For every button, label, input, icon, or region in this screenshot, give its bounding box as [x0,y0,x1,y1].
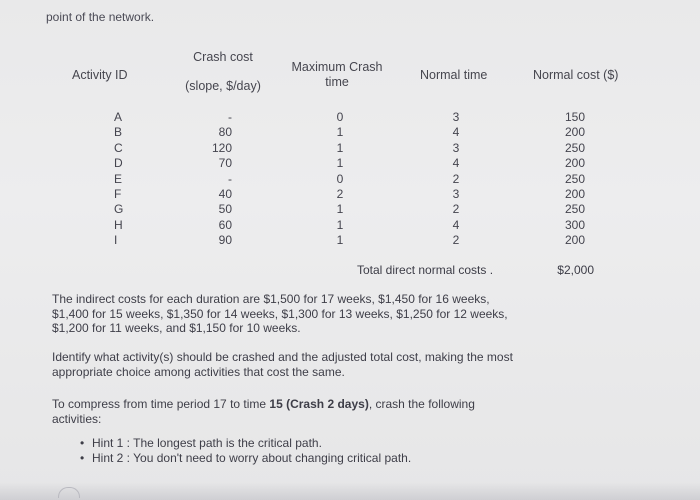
header-activity-id: Activity ID [72,68,128,82]
normal-time-cell: 2 [452,171,460,186]
compress-bold-3: days) [334,397,369,411]
compress-prefix: To compress from time period 17 to time [52,397,270,411]
max-crash-cell: 1 [336,156,344,171]
max-crash-cell: 1 [336,217,344,232]
normal-cost-cell: 250 [564,202,586,217]
normal-time-cell: 3 [452,186,460,201]
total-direct-costs-value: $2,000 [557,263,594,277]
header-max-crash-line2: time [325,75,349,89]
crash-cost-cell: 70 [218,156,232,171]
hint-text: Hint 1 : The longest path is the critical path. [92,436,322,450]
normal-time-cell: 2 [452,202,460,217]
activity-id-cell: D [114,156,123,171]
max-crash-cell: 1 [336,202,344,217]
header-max-crash-time [285,60,389,90]
normal-cost-cell: 300 [564,217,586,232]
crash-cost-cell: 40 [218,186,232,201]
hint-item [80,451,411,466]
max-crash-cell: 1 [336,140,344,155]
header-crash-cost [178,50,268,93]
header-max-crash-line1: Maximum Crash [291,60,383,74]
normal-cost-cell: 200 [564,125,586,140]
crash-cost-cell: 90 [218,233,232,248]
normal-cost-cell: 250 [564,140,586,155]
header-normal-cost: Normal cost ($) [533,68,619,82]
activity-id-cell: B [114,125,123,140]
column-crash-costs [190,110,232,249]
column-normal-times [446,110,466,249]
column-max-crash-times [330,110,350,249]
max-crash-cell: 0 [336,171,344,186]
crash-cost-cell: - [228,171,232,186]
header-crash-cost-line2: (slope, $/day) [185,79,261,93]
compress-suffix: , crash the following activities: [52,397,475,426]
crash-cost-cell: 120 [211,140,232,155]
normal-cost-cell: 200 [564,156,586,171]
bullet-icon: • [80,451,85,465]
normal-cost-cell: 250 [564,171,586,186]
max-crash-cell: 1 [336,125,344,140]
normal-cost-cell: 150 [564,110,586,124]
normal-cost-cell: 200 [564,186,586,201]
max-crash-cell: 0 [336,110,344,124]
activity-id-cell: C [114,140,123,155]
crash-cost-cell: 50 [218,202,232,217]
normal-cost-cell: 200 [564,233,586,248]
normal-time-cell: 4 [452,217,460,232]
normal-time-cell: 2 [452,233,460,248]
total-direct-costs-label: Total direct normal costs . [357,263,494,277]
activity-id-cell: A [114,110,123,124]
activity-id-cell: F [114,186,122,201]
normal-time-cell: 3 [452,110,460,124]
header-crash-cost-line1: Crash cost [193,50,253,64]
compress-bold-1: 15 (Crash [269,397,328,411]
activity-id-cell: H [114,217,123,232]
hint-item [80,436,411,451]
truncated-header-text: point of the network. [46,10,155,24]
crash-cost-cell: 60 [218,217,232,232]
instruction-paragraph: Identify what activity(s) should be crashed and the adjusted total cost, making the most appropriate choice among activities that cost the same. [52,350,513,379]
activity-id-cell: G [114,202,124,217]
crash-cost-cell: - [228,110,232,124]
hints-list [80,436,411,466]
indirect-costs-paragraph: The indirect costs for each duration are $1,500 for 17 weeks, $1,450 for 16 weeks, $1,400 for 15 weeks, $1,350 for 14 weeks, $1,300 for 13 weeks, $1,250 for 12 weeks, $1,200 for 11 weeks, and $1,150 for 10 weeks. [52,292,508,336]
normal-time-cell: 3 [452,140,460,155]
column-normal-costs [560,110,590,249]
max-crash-cell: 1 [336,233,344,248]
header-normal-time: Normal time [420,68,488,82]
activity-id-cell: I [114,233,118,248]
activity-id-cell: E [114,171,123,186]
compress-paragraph [52,397,522,426]
partial-button-edge [58,487,80,498]
normal-time-cell: 4 [452,125,460,140]
column-activity-ids [114,110,123,249]
max-crash-cell: 2 [336,186,344,201]
crash-cost-cell: 80 [218,125,232,140]
hint-text: Hint 2 : You don't need to worry about changing critical path. [92,451,412,465]
bullet-icon: • [80,436,85,450]
compress-bold-2: 2 [327,397,335,411]
normal-time-cell: 4 [452,156,460,171]
bottom-shadow [0,482,700,500]
